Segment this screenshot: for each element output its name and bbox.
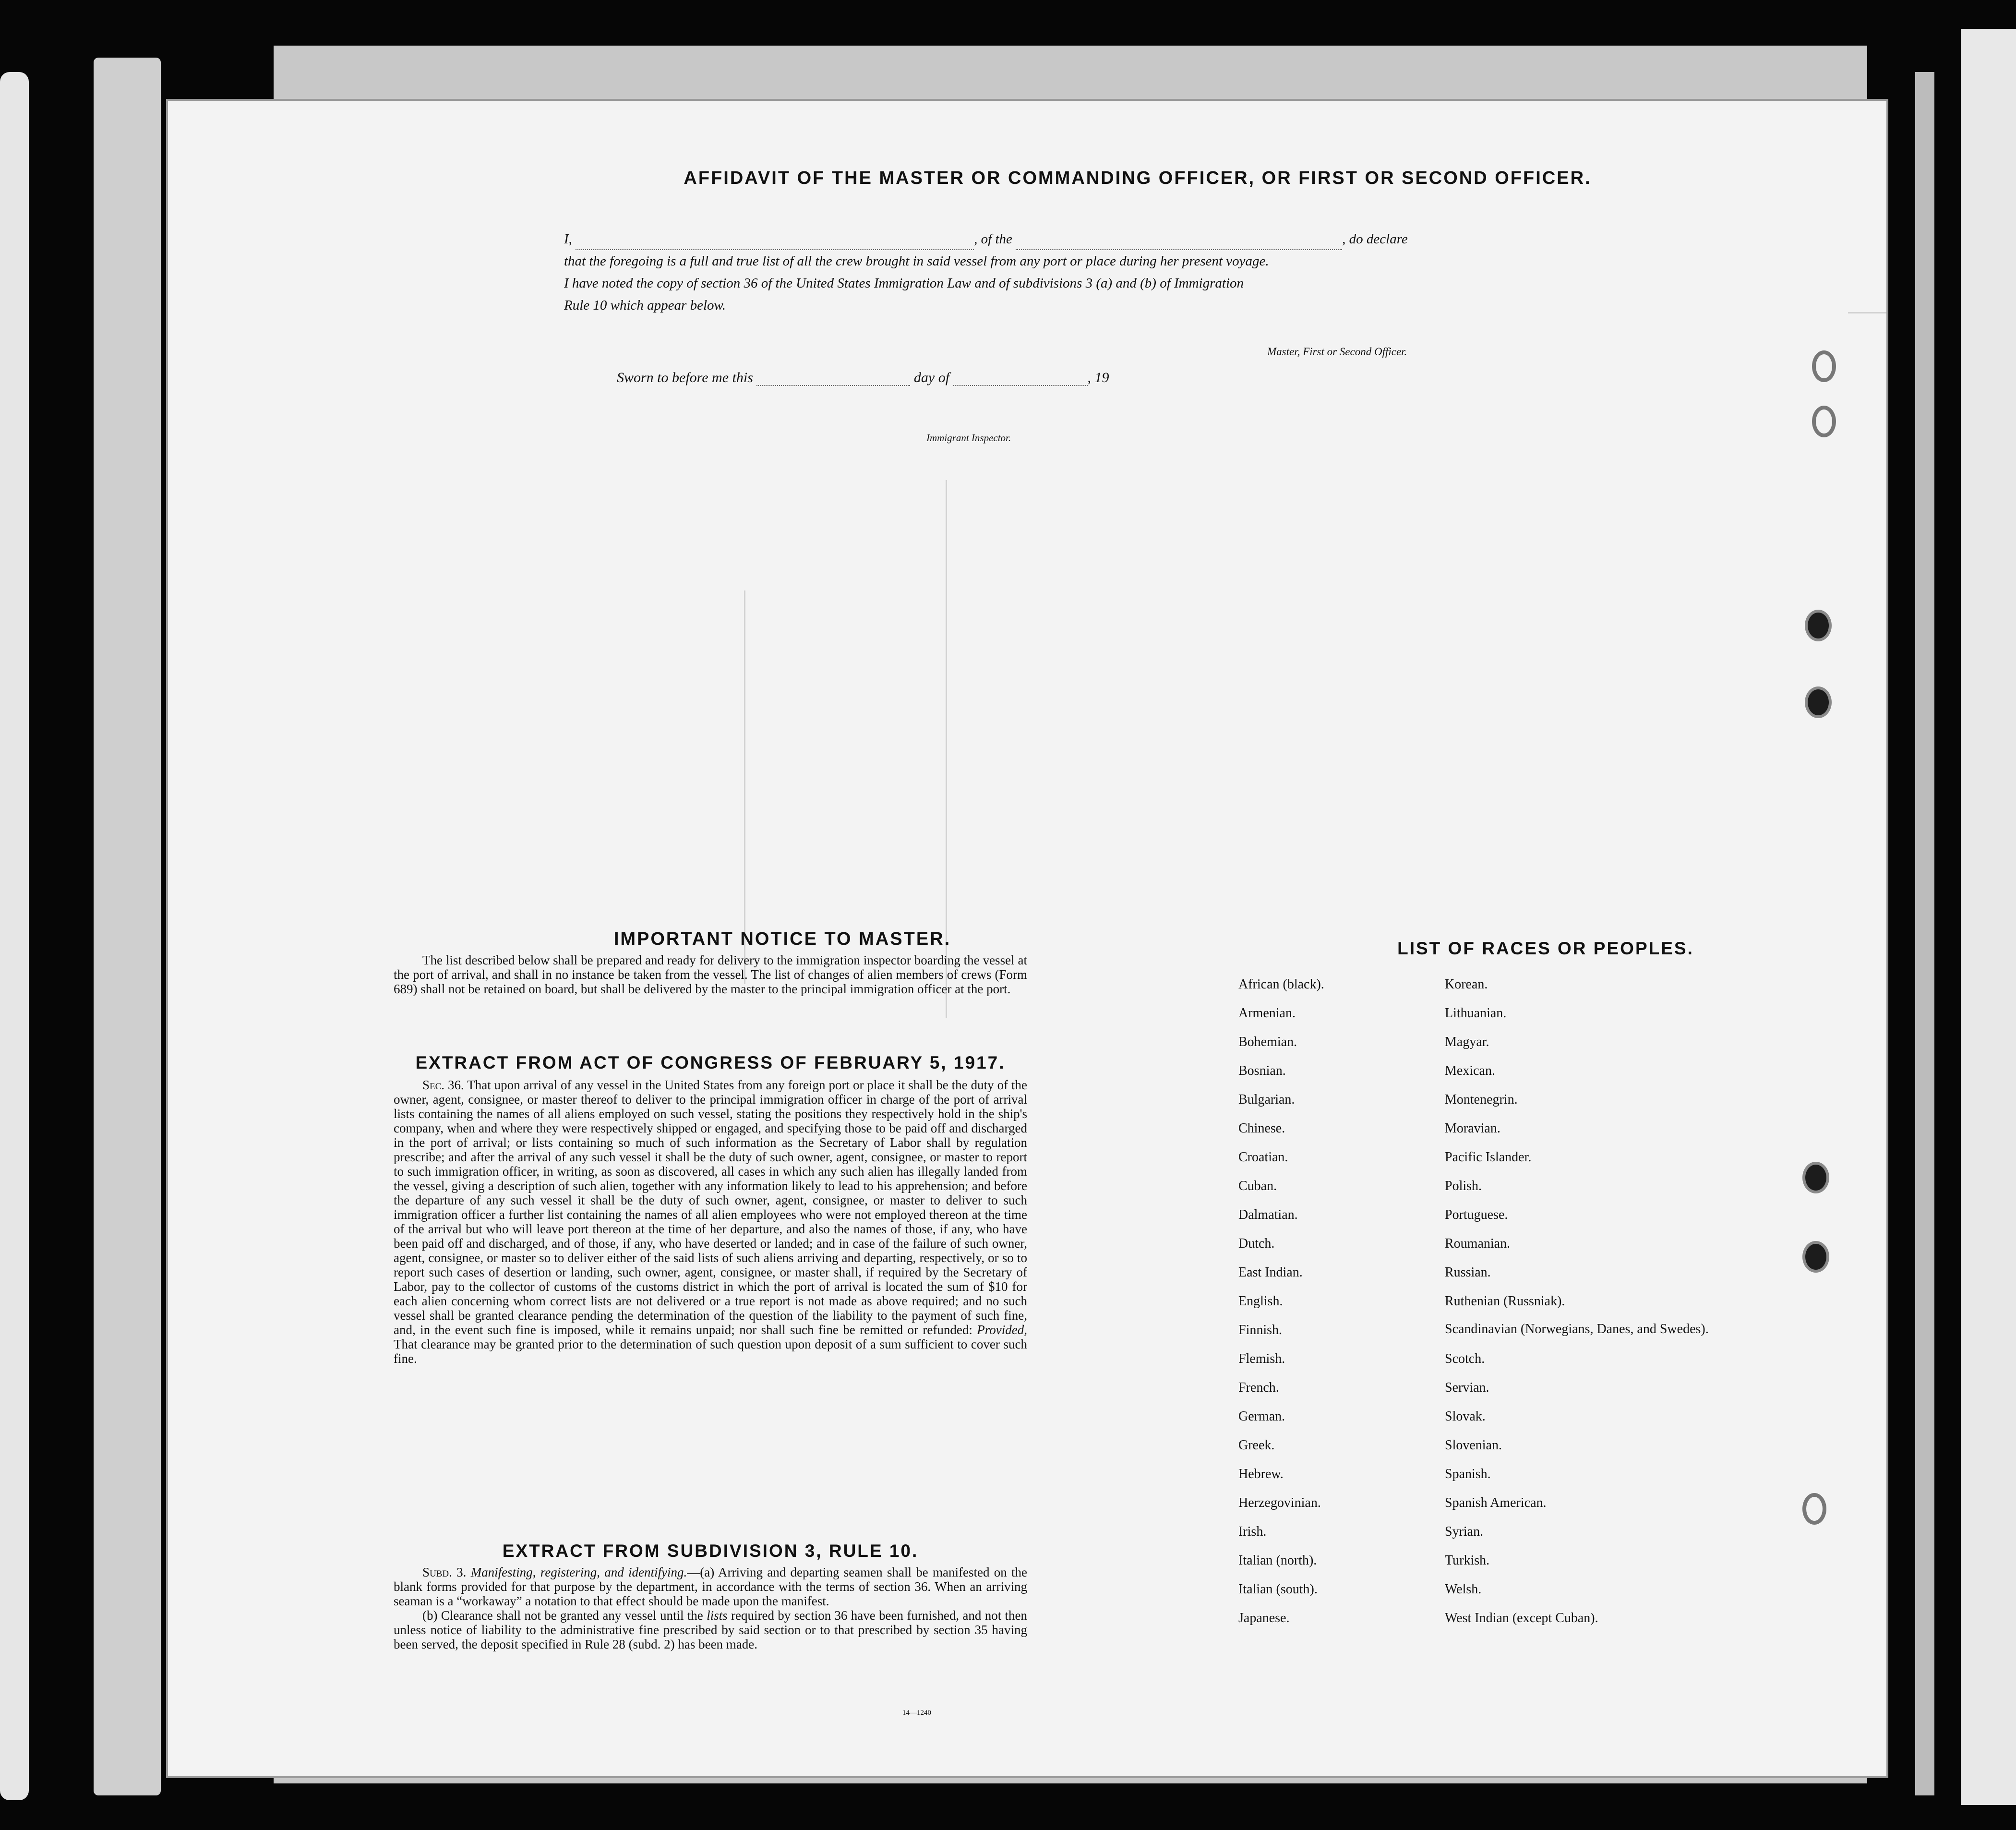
section-label: Sec. 36.	[422, 1078, 464, 1092]
race-item: Russian.	[1445, 1265, 1491, 1280]
race-item: Turkish.	[1445, 1553, 1490, 1568]
race-item: Italian (north).	[1238, 1553, 1317, 1568]
para-a: —(a) Arriving and departing seamen shall be manifested on the blank forms provided for that purpose by the department, in accordance with the terms of section 36. When an arriving seaman is a “workaway” a notation to that effect should be made upon the manifest.	[394, 1565, 1027, 1608]
affidavit-text	[564, 228, 1524, 316]
para-b-rest: required by section 36 have been furnished, and not then unless notice of liability to the administrative fine prescribed by said section or to that prescribed by section 35 having been served, the deposit specified in Rule 28 (subd. 2) has been made.	[394, 1608, 1028, 1651]
form-number: 14—1240	[902, 1709, 931, 1717]
inspector-label: Immigrant Inspector.	[926, 432, 1011, 444]
binder-edge-left	[94, 58, 161, 1795]
provided-word: Provided,	[977, 1323, 1027, 1337]
sworn-prefix: Sworn to before me this	[617, 370, 753, 385]
race-item: English.	[1238, 1294, 1283, 1309]
race-item: Scandinavian (Norwegians, Danes, and Swedes).	[1445, 1322, 1709, 1336]
punch-hole-icon	[1805, 610, 1832, 641]
race-item: Syrian.	[1445, 1524, 1484, 1539]
race-item: Japanese.	[1238, 1611, 1290, 1625]
race-item: African (black).	[1238, 977, 1324, 992]
manifest-page	[168, 101, 1886, 1776]
race-item: Spanish.	[1445, 1467, 1491, 1481]
race-item: Finnish.	[1238, 1323, 1283, 1337]
race-item: Irish.	[1238, 1524, 1267, 1539]
race-item: Roumanian.	[1445, 1236, 1511, 1251]
race-item: Herzegovinian.	[1238, 1495, 1321, 1510]
race-item: Flemish.	[1238, 1351, 1285, 1366]
section-36-body-end: That clearance may be granted prior to the determination of such question upon deposit of a sum sufficient to cover such fine.	[394, 1337, 1027, 1366]
race-item: Chinese.	[1238, 1121, 1285, 1136]
race-item: Magyar.	[1445, 1035, 1489, 1049]
act-extract-title: EXTRACT FROM ACT OF CONGRESS OF FEBRUARY 5, 1917.	[415, 1053, 1006, 1072]
adjacent-page-left	[0, 72, 29, 1800]
faint-rule	[744, 590, 745, 984]
notice-title: IMPORTANT NOTICE TO MASTER.	[613, 929, 951, 949]
sworn-day-of: day of	[913, 370, 950, 385]
race-item: Welsh.	[1445, 1582, 1482, 1597]
affidavit-line-2: that the foregoing is a full and true list of all the crew brought in said vessel from any port or place during her present voyage.	[564, 253, 1269, 269]
race-item: Hebrew.	[1238, 1467, 1284, 1481]
race-item: Ruthenian (Russniak).	[1445, 1294, 1565, 1309]
vessel-name-field[interactable]	[1016, 235, 1342, 250]
binder-ring-icon	[1812, 350, 1836, 382]
race-item: Dutch.	[1238, 1236, 1275, 1251]
rule-extract-title: EXTRACT FROM SUBDIVISION 3, RULE 10.	[502, 1541, 919, 1561]
sworn-year: , 19	[1087, 370, 1109, 385]
race-item: Spanish American.	[1445, 1495, 1547, 1510]
section-36-text	[394, 1078, 1027, 1366]
races-column-2	[1445, 977, 1709, 1640]
race-item: German.	[1238, 1409, 1285, 1424]
races-column-1	[1238, 977, 1430, 1640]
race-item: Mexican.	[1445, 1063, 1495, 1078]
race-item: Bosnian.	[1238, 1063, 1286, 1078]
race-item: East Indian.	[1238, 1265, 1303, 1280]
faint-rule	[1848, 312, 1886, 313]
sworn-month-field[interactable]	[953, 371, 1088, 386]
race-item: French.	[1238, 1380, 1279, 1395]
race-item: Bulgarian.	[1238, 1092, 1295, 1107]
sworn-line	[617, 370, 1109, 386]
race-item: West Indian (except Cuban).	[1445, 1611, 1598, 1625]
adjacent-page-right	[1961, 29, 2016, 1805]
punch-hole-icon	[1805, 686, 1832, 718]
race-item: Bohemian.	[1238, 1035, 1297, 1049]
section-36-body: That upon arrival of any vessel in the United States from any foreign port or place it shall be the duty of the owner, agent, consignee, or master thereof to deliver to the principal immigration officer in charge of the port of arrival lists containing the names of all aliens employed on such vessel, stating the positions they respectively hold in the ship's company, when and where they were respectively shipped or engaged, and specifying those to be paid off and discharged in the port of arrival; or lists containing so much of such information as the Secretary of Labor shall by regulation prescribe; and after the arrival of any such vessel it shall be the duty of such owner, agent, consignee, or master to report to such immigration officer, in writing, as soon as discovered, all cases in which any such alien has illegally landed from the vessel, giving a description of such alien, together with any information likely to lead to his apprehension; and before the departure of any such vessel it shall be the duty of such owner, agent, consignee, or master to deliver to such immigration officer a further list containing the names of all alien employees who were not employed thereon at the time of the arrival but who will leave port thereon at the time of her departure, and also the names of those, if any, who have been paid off and discharged, and of those, if any, who have deserted or landed; and in case of the failure of such owner, agent, consignee, or master so to deliver either of the said lists of such aliens arriving and departing, respectively, or so to report such cases of desertion or landing, such owner, agent, consignee, or master shall, if required by the Secretary of Labor, pay to the collector of customs of the customs district in which the port of arrival is located the sum of $10 for each alien concerning whom correct lists are not delivered or a true report is not made as above required; and no such vessel shall be granted clearance pending the determination of the question of the liability to the payment of such fine, and, in the event such fine is imposed, while it remains unpaid; nor shall such fine be remitted or refunded:	[394, 1078, 1028, 1337]
affidavit-line-3: I have noted the copy of section 36 of the United States Immigration Law and of subdivisions 3 (a) and (b) of Immigration	[564, 276, 1244, 291]
para-b-lists: lists	[707, 1608, 728, 1623]
binder-ring-icon	[1812, 406, 1836, 437]
race-item: Moravian.	[1445, 1121, 1500, 1136]
race-item: Greek.	[1238, 1438, 1275, 1453]
affidavit-title: AFFIDAVIT OF THE MASTER OR COMMANDING OFFICER, OR FIRST OR SECOND OFFICER.	[684, 168, 1592, 188]
race-item: Italian (south).	[1238, 1582, 1318, 1597]
punch-hole-icon	[1802, 1162, 1829, 1193]
affidavit-i: I,	[564, 231, 572, 247]
race-item: Croatian.	[1238, 1150, 1288, 1165]
race-item: Scotch.	[1445, 1351, 1485, 1366]
affidavit-declare: , do declare	[1342, 231, 1408, 247]
race-item: Lithuanian.	[1445, 1006, 1507, 1021]
race-item: Korean.	[1445, 977, 1488, 992]
race-item: Servian.	[1445, 1380, 1489, 1395]
race-item: Cuban.	[1238, 1179, 1277, 1193]
race-item: Pacific Islander.	[1445, 1150, 1532, 1165]
race-item: Slovak.	[1445, 1409, 1486, 1424]
race-item: Dalmatian.	[1238, 1207, 1298, 1222]
race-item: Montenegrin.	[1445, 1092, 1518, 1107]
name-field[interactable]	[576, 235, 974, 250]
subd-label: Subd. 3.	[422, 1565, 467, 1579]
race-item: Armenian.	[1238, 1006, 1296, 1021]
affidavit-of-the: , of the	[974, 231, 1012, 247]
race-item: Portuguese.	[1445, 1207, 1508, 1222]
subd-heading: Manifesting, registering, and identifying.	[470, 1565, 687, 1579]
race-item: Polish.	[1445, 1179, 1482, 1193]
para-b-prefix: (b) Clearance shall not be granted any vessel until the	[422, 1608, 703, 1623]
master-signature-label: Master, First or Second Officer.	[1267, 346, 1407, 358]
race-item: Slovenian.	[1445, 1438, 1502, 1453]
subdivision-3-text	[394, 1565, 1027, 1651]
binder-edge-right	[1915, 72, 1934, 1795]
punch-hole-icon	[1802, 1241, 1829, 1273]
races-title: LIST OF RACES OR PEOPLES.	[1397, 939, 1694, 958]
binder-ring-icon	[1802, 1493, 1826, 1525]
notice-body: The list described below shall be prepared and ready for delivery to the immigration inspector boarding the vessel at the port of arrival, and shall in no instance be taken from the vessel. The list of changes of alien members of crews (Form 689) shall not be retained on board, but shall be delivered by the master to the principal immigration officer at the port.	[394, 953, 1027, 996]
affidavit-line-4: Rule 10 which appear below.	[564, 298, 726, 313]
sworn-day-field[interactable]	[756, 371, 910, 386]
